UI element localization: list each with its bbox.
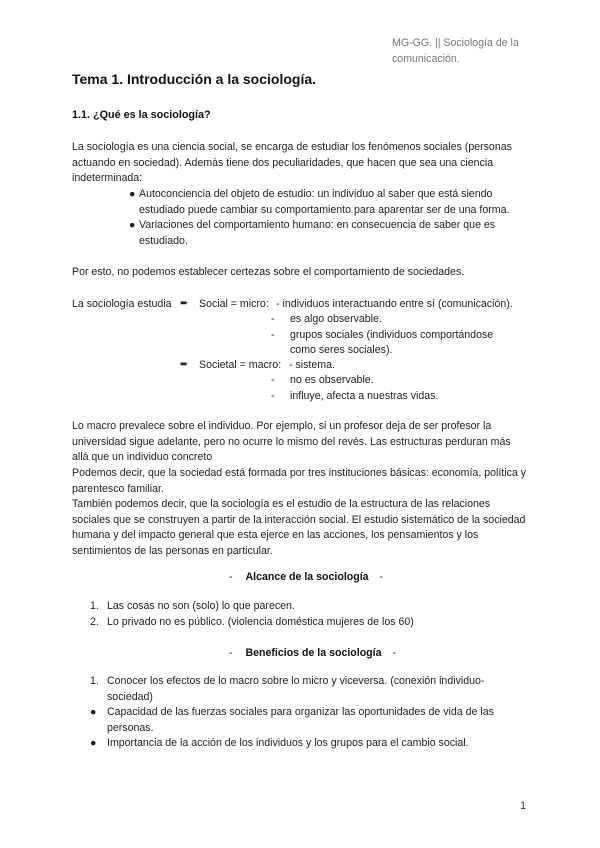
dash-mark: - <box>271 374 275 386</box>
dash-mark: - <box>271 389 275 402</box>
paragraph-definition: También podemos decir, que la sociología es el estudio de la estructura de las relaciones sociales que se construyen a partir de la interacción social. El estudio sistemático de la sociedad humana y del impacto general que esta ejerce en las acciones, los pensamientos y los sentimientos de las personas en particular. <box>72 498 526 557</box>
document-title: Tema 1. Introducción a la sociología. <box>72 71 317 87</box>
list-item <box>271 328 521 359</box>
beneficios-list <box>90 674 530 752</box>
list-item <box>90 599 530 615</box>
list-number: 2. <box>90 615 99 628</box>
dash-mark: - <box>379 571 384 583</box>
dash-mark: - <box>271 328 275 341</box>
list-item <box>271 389 521 405</box>
list-item <box>90 705 530 736</box>
list-item <box>90 615 530 631</box>
document-header: MG-GG. || Sociología de la comunicación. <box>392 37 519 65</box>
list-item-text: Las cosas no son (solo) lo que parecen. <box>107 600 295 612</box>
dash-mark: - <box>271 313 275 325</box>
macro-first-item: - sistema. <box>289 359 335 371</box>
section-heading-what-is-sociology: 1.1. ¿Qué es la sociología? <box>72 109 211 121</box>
arrow-right-icon: ➨ <box>180 359 189 370</box>
list-item-text: Autoconciencia del objeto de estudio: un individuo al saber que está siendo estudiado puede cambiar su comportamiento para aparentar ser de una forma. <box>139 188 510 216</box>
arrow-right-icon: ➨ <box>180 298 189 309</box>
dash-mark: - <box>392 647 396 659</box>
paragraph-macro: Lo macro prevalece sobre el individuo. Por ejemplo, si un profesor deja de ser profesor la universidad sigue adelante, pero no ocurre lo mismo del revés. Las estructuras perduran más allá que un individuo concreto <box>72 420 511 463</box>
dash-mark: - <box>229 571 233 583</box>
micro-list <box>271 312 521 359</box>
conclusion-paragraph: Por esto, no podemos establecer certezas sobre el comportamiento de sociedades. <box>72 266 465 278</box>
list-item <box>271 312 521 328</box>
paragraph-institutions: Podemos decir, que la sociedad está formada por tres instituciones básicas: economía, política y parentesco familiar. <box>72 467 527 495</box>
macro-list <box>271 373 521 404</box>
list-item-text: influye, afecta a nuestras vidas. <box>290 389 439 402</box>
section-title-beneficios <box>229 646 396 662</box>
list-item <box>115 187 525 218</box>
intro-paragraph: La sociología es una ciencia social, se encarga de estudiar los fenómenos sociales (personas actuando en sociedad). Además tiene dos peculiaridades, que hacen que sea una ciencia indeterminada: <box>72 141 512 184</box>
list-item-text: Variaciones del comportamiento humano: en consecuencia de saber que es estudiado. <box>139 219 496 247</box>
list-number: 1. <box>90 675 99 687</box>
dash-mark: - <box>229 647 233 659</box>
bullet-mark: ● <box>129 188 136 200</box>
list-item <box>115 218 525 249</box>
macro-label: Societal = macro: <box>199 359 282 371</box>
section-title-text: Beneficios de la sociología <box>245 647 382 659</box>
list-item-text: Capacidad de las fuerzas sociales para organizar las oportunidades de vida de las personas. <box>107 706 494 734</box>
list-number: 1. <box>90 600 99 612</box>
studies-label: La sociología estudia <box>72 298 172 310</box>
list-item-text: Lo privado no es público. (violencia doméstica mujeres de los 60) <box>107 615 414 628</box>
bullet-mark: ● <box>129 219 136 231</box>
list-item-text: Importancia de la acción de los individuos y los grupos para el cambio social. <box>107 737 469 749</box>
section-title-text: Alcance de la sociología <box>245 571 369 583</box>
section-title-alcance <box>229 570 383 586</box>
list-item-text: grupos sociales (individuos comportándose como seres sociales). <box>290 328 494 356</box>
list-item <box>90 674 530 705</box>
page-number: 1 <box>520 799 526 812</box>
list-item <box>90 736 530 752</box>
bullet-mark: ● <box>90 706 97 718</box>
bullet-mark: ● <box>90 737 97 749</box>
alcance-list <box>90 599 530 630</box>
list-item-text: es algo observable. <box>290 313 382 325</box>
list-item-text: no es observable. <box>290 374 374 386</box>
list-item <box>271 373 521 389</box>
list-item-text: Conocer los efectos de lo macro sobre lo micro y viceversa. (conexión individuo-sociedad) <box>107 675 485 703</box>
micro-first-item: - individuos interactuando entre sí (comunicación). <box>276 298 513 310</box>
micro-label: Social = micro: <box>199 298 269 310</box>
peculiarities-list <box>115 187 525 249</box>
